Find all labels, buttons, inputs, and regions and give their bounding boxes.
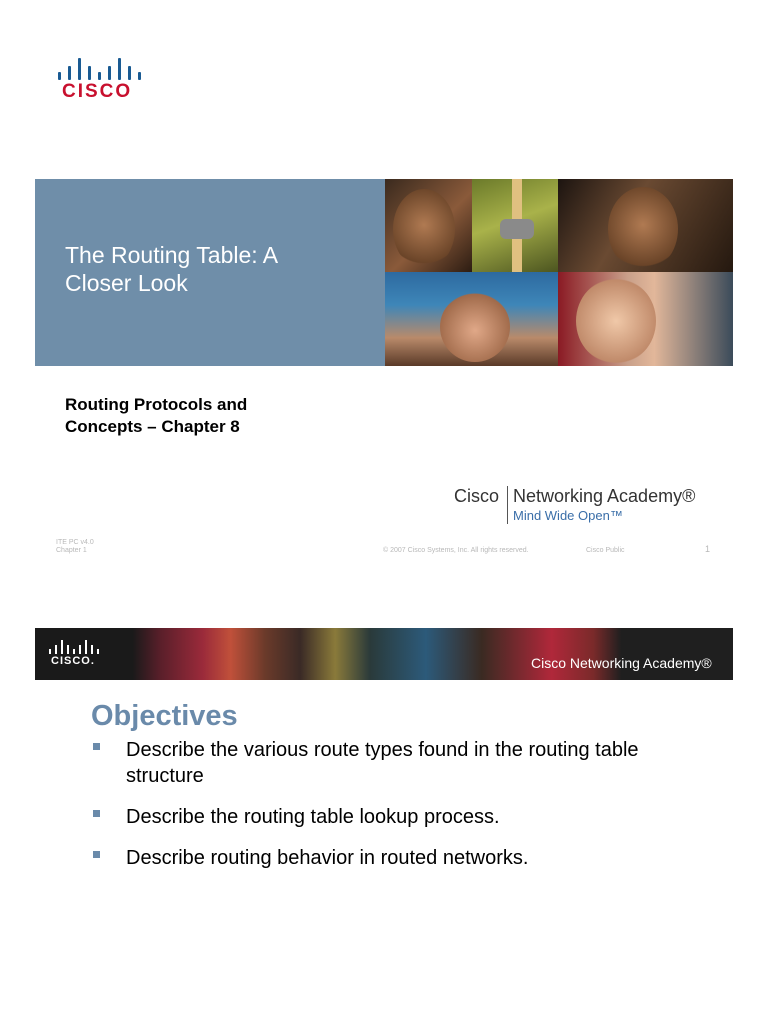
academy-tagline: Mind Wide Open™ — [513, 508, 623, 523]
cisco-bridge-icon — [56, 56, 142, 80]
objectives-heading: Objectives — [91, 700, 238, 732]
slide-title: The Routing Table: A Closer Look — [65, 242, 279, 296]
course-footer: ITE PC v4.0 Chapter 1 — [56, 539, 94, 554]
academy-cisco-word: Cisco — [454, 486, 500, 506]
academy-divider — [507, 486, 508, 524]
list-item: Describe routing behavior in routed networks. — [91, 845, 691, 871]
list-item: Describe the routing table lookup process. — [91, 804, 691, 830]
photo-hooded-girl — [385, 272, 558, 366]
bullet-square-icon — [93, 851, 100, 858]
networking-academy-logo — [454, 486, 724, 526]
list-item: Describe the various route types found in the routing table structure — [91, 737, 691, 789]
bullet-square-icon — [93, 810, 100, 817]
cisco-wordmark: CISCO — [62, 81, 133, 102]
slide-subtitle: Routing Protocols and Concepts – Chapter 8 — [65, 395, 248, 436]
photo-collage — [385, 179, 733, 366]
objectives-list — [91, 737, 691, 886]
photo-skateboard — [472, 179, 558, 272]
academy-name: Networking Academy® — [513, 486, 696, 506]
banner-academy-name: Cisco Networking Academy® — [531, 655, 712, 671]
title-band — [35, 179, 385, 366]
cisco-logo — [56, 56, 142, 102]
banner-cisco-wordmark: CISCO. — [51, 655, 95, 667]
photo-man-portrait — [385, 179, 472, 272]
photo-smiling-woman — [558, 272, 733, 366]
bullet-square-icon — [93, 743, 100, 750]
classification-text: Cisco Public — [586, 547, 625, 554]
photo-man-dreadlocks — [558, 179, 733, 272]
header-banner — [35, 628, 733, 680]
copyright-text: © 2007 Cisco Systems, Inc. All rights reserved. — [383, 547, 529, 554]
page-number: 1 — [705, 544, 711, 554]
cisco-bridge-icon-small — [49, 640, 99, 654]
